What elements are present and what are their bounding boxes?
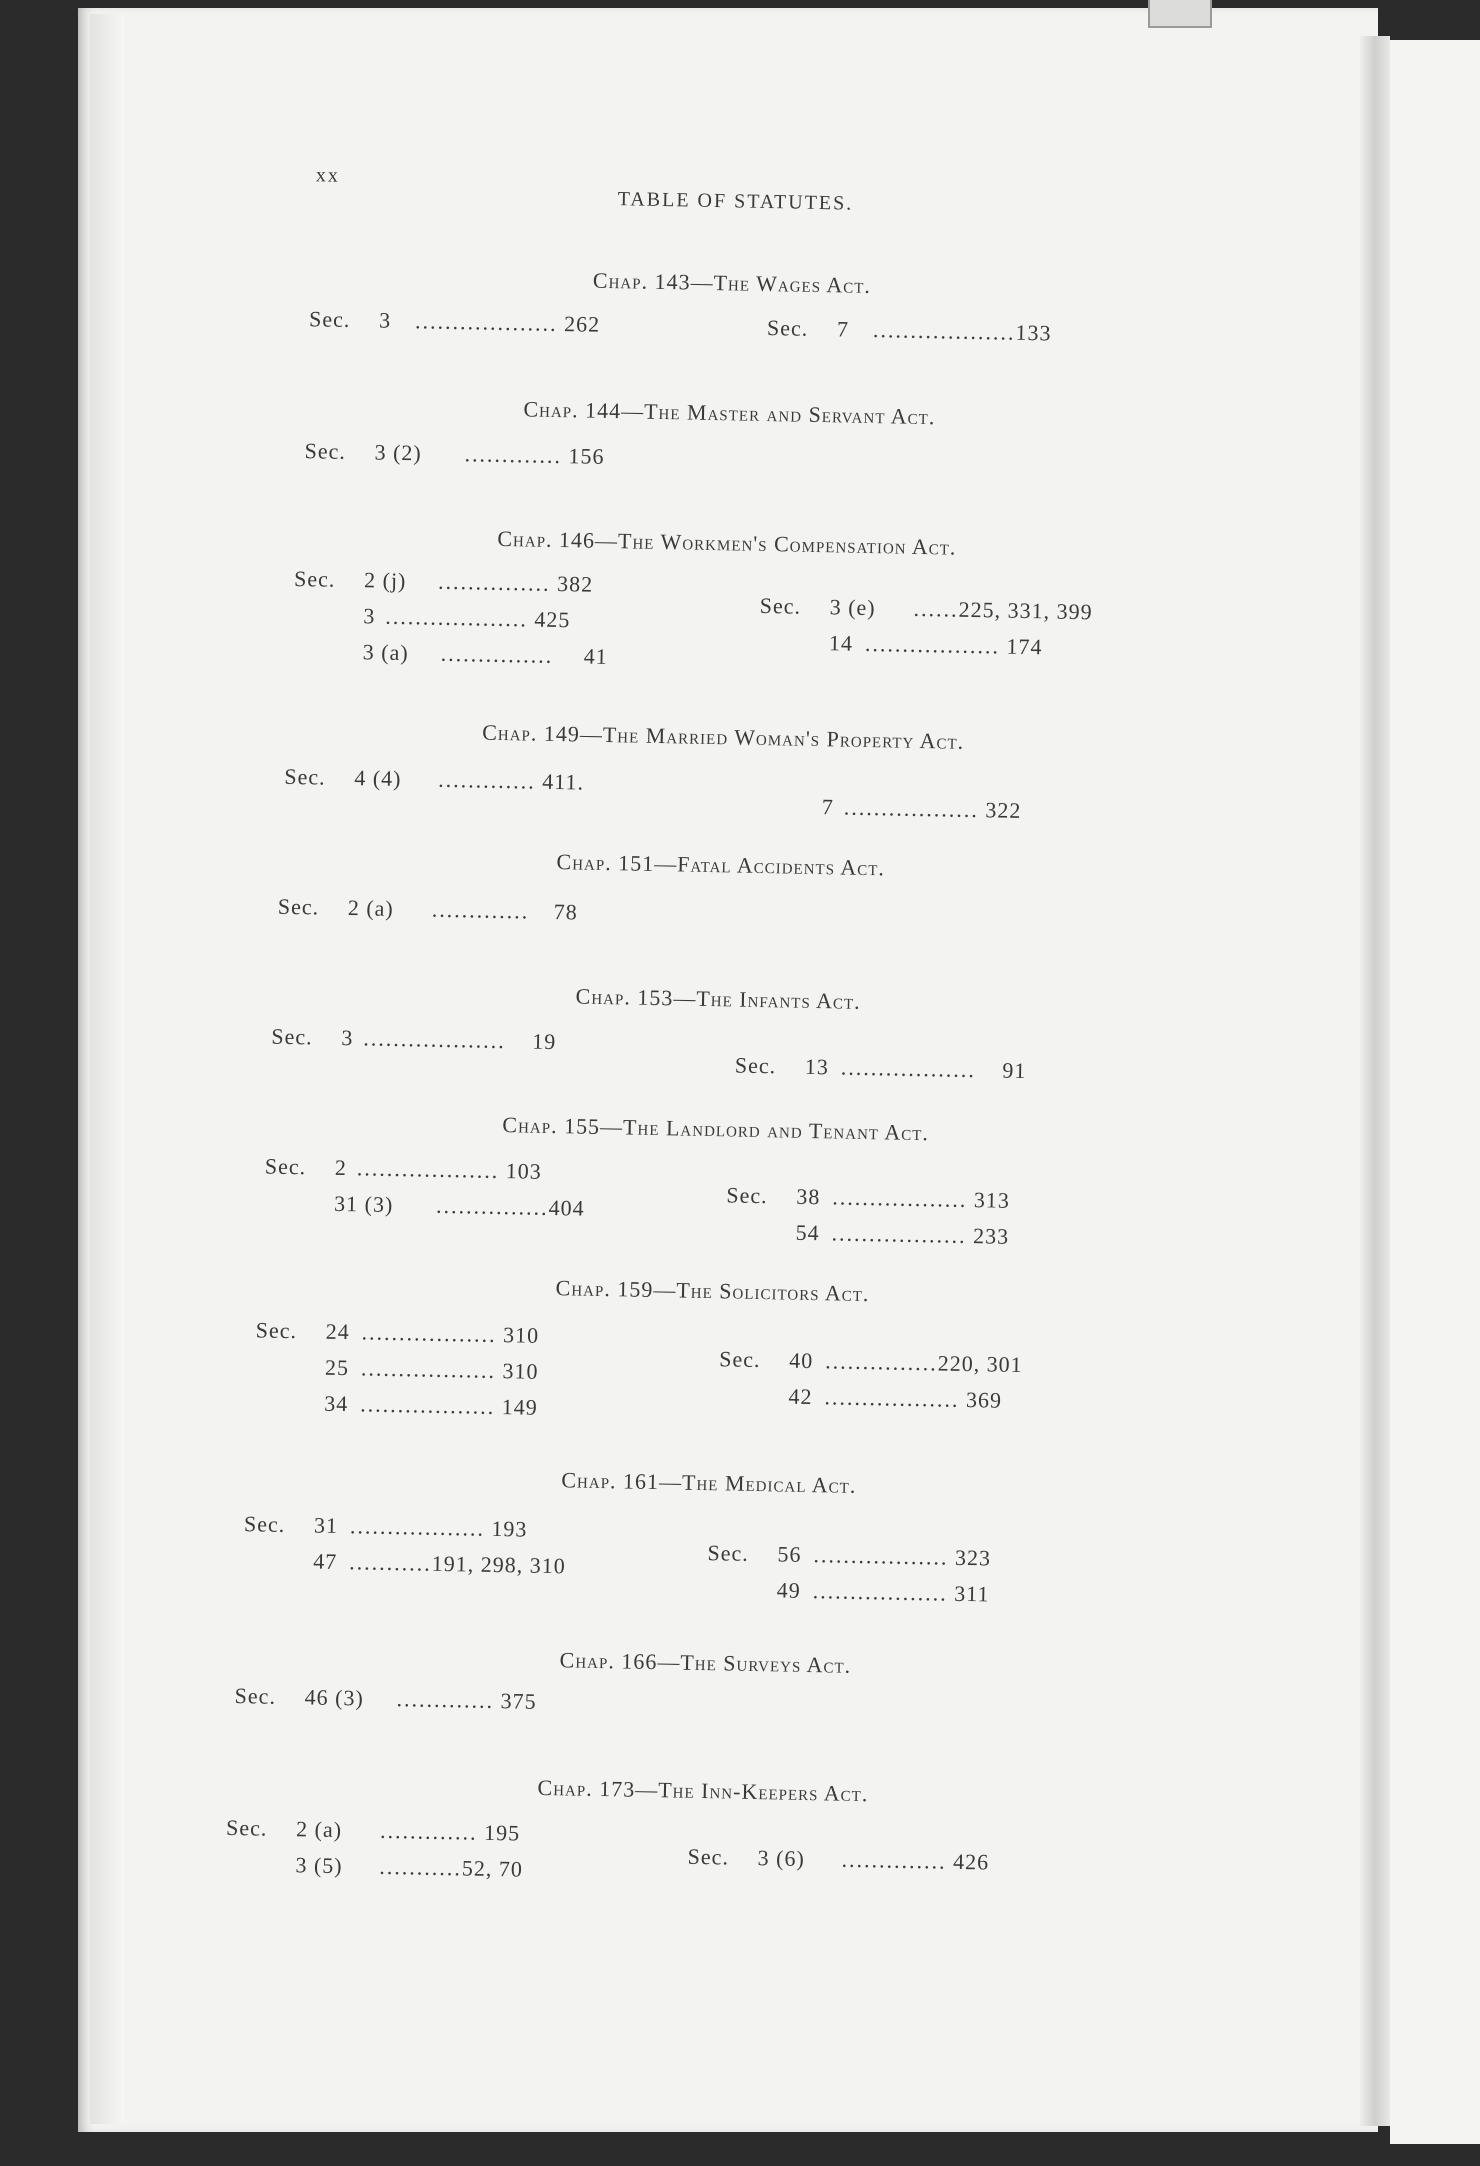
statute-entry: Sec. 4 (4) ............. 411. (284, 763, 585, 795)
statute-entry: 34 .................. 149 (324, 1390, 539, 1420)
statute-entry: Sec. 31 .................. 193 (243, 1511, 528, 1542)
statute-entry: 49 .................. 311 (776, 1577, 990, 1607)
statute-entry: 3 (5) ...........52, 70 (295, 1852, 524, 1882)
statute-entry: 14 .................. 174 (828, 630, 1043, 660)
chapter-title: Chap. 173—The Inn-Keepers Act. (537, 1774, 869, 1807)
page-number: xx (315, 164, 341, 187)
statute-entry: Sec. 3 ................... 19 (271, 1023, 557, 1055)
chapter-title: Chap. 143—The Wages Act. (592, 267, 872, 298)
statute-entry: 42 .................. 369 (788, 1383, 1003, 1413)
statute-entry: 7 .................. 322 (821, 794, 1022, 823)
statute-entry: Sec. 13 .................. 91 (734, 1052, 1027, 1084)
statute-entry: 3 ................... 425 (363, 603, 571, 633)
statute-entry: 31 (3) ...............404 (333, 1190, 585, 1221)
statute-entry: Sec. 2 ................... 103 (264, 1153, 543, 1184)
statute-entry: Sec. 24 .................. 310 (255, 1317, 540, 1348)
chapter-title: Chap. 155—The Landlord and Tenant Act. (502, 1112, 930, 1146)
statute-entry: Sec. 7 ...................133 (766, 314, 1052, 346)
statute-entry: Sec. 2 (a) ............. 195 (225, 1814, 521, 1846)
chapter-title: Chap. 144—The Master and Servant Act. (523, 396, 936, 430)
statute-entry: Sec. 2 (j) ............... 382 (293, 565, 594, 597)
chapter-title: Chap. 161—The Medical Act. (561, 1467, 857, 1498)
statute-entry: Sec. 3 (e) ......225, 331, 399 (759, 592, 1093, 625)
chapter-title: Chap. 146—The Workmen's Compensation Act. (497, 525, 957, 560)
statute-entry: Sec. 38 .................. 313 (726, 1182, 1011, 1213)
running-head: TABLE OF STATUTES. (617, 188, 854, 215)
statute-entry: 3 (a) ............... 41 (362, 639, 608, 669)
statute-entry: Sec. 40 ...............220, 301 (719, 1346, 1023, 1378)
chapter-title: Chap. 153—The Infants Act. (575, 983, 861, 1014)
statute-entry: Sec. 2 (a) ............. 78 (277, 893, 579, 925)
chapter-title: Chap. 159—The Solicitors Act. (555, 1275, 870, 1307)
statute-entry: 54 .................. 233 (795, 1219, 1010, 1249)
chapter-title: Chap. 166—The Surveys Act. (559, 1647, 852, 1678)
statute-entry: 47 ...........191, 298, 310 (313, 1548, 566, 1579)
statute-entry: Sec. 3 ................... 262 (308, 306, 601, 337)
statute-entry: Sec. 3 (6) .............. 426 (687, 1843, 990, 1875)
statute-entry: 25 .................. 310 (324, 1354, 539, 1384)
statute-entry: Sec. 56 .................. 323 (707, 1540, 992, 1571)
statute-entry: Sec. 46 (3) ............. 375 (234, 1683, 537, 1714)
chapter-title: Chap. 149—The Married Woman's Property Act. (481, 719, 965, 754)
statute-entry: Sec. 3 (2) ............. 156 (304, 438, 605, 469)
chapter-title: Chap. 151—Fatal Accidents Act. (556, 849, 886, 881)
